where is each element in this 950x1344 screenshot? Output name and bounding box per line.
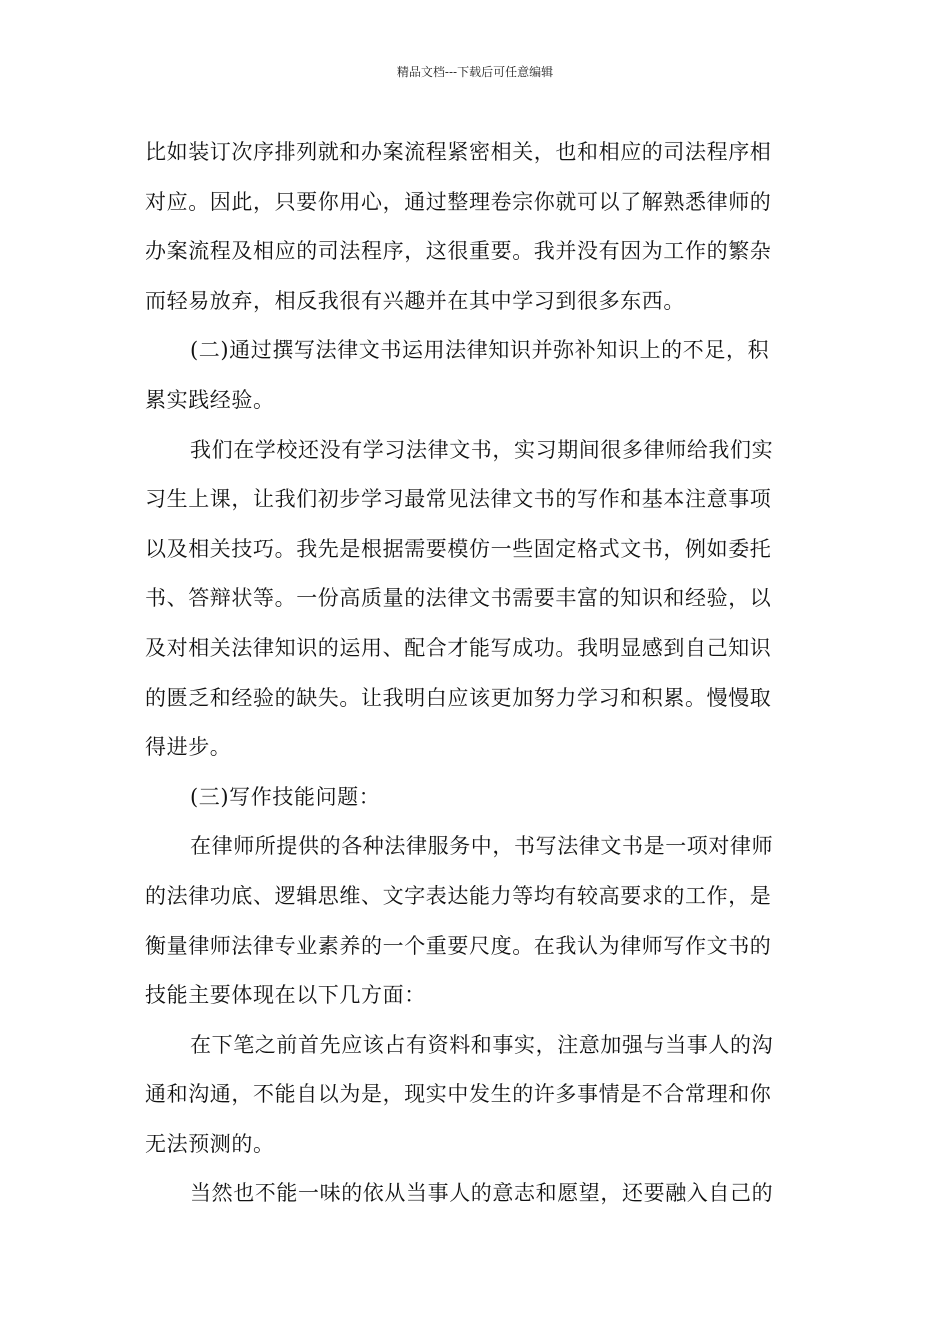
page-header: 精品文档---下载后可任意编辑 <box>396 65 554 79</box>
text-line: 得进步。 <box>145 735 232 760</box>
text-line: 书、答辩状等。一份高质量的法律文书需要丰富的知识和经验，以 <box>145 586 772 611</box>
text-line: 累实践经验。 <box>145 387 275 412</box>
text-line: 而轻易放弃，相反我很有兴趣并在其中学习到很多东西。 <box>145 288 685 313</box>
text-line: 习生上课，让我们初步学习最常见法律文书的写作和基本注意事项 <box>145 487 772 512</box>
paragraph-start: 当然也不能一味的依从当事人的意志和愿望，还要融入自己的 <box>190 1181 774 1206</box>
text-line: 衡量律师法律专业素养的一个重要尺度。在我认为律师写作文书的 <box>145 933 772 958</box>
section-heading-2: (二)通过撰写法律文书运用法律知识并弥补知识上的不足，积 <box>190 338 770 363</box>
text-line: 的法律功底、逻辑思维、文字表达能力等均有较高要求的工作，是 <box>145 883 772 908</box>
paragraph-start: 在下笔之前首先应该占有资料和事实，注意加强与当事人的沟 <box>190 1032 774 1057</box>
section-heading-3: (三)写作技能问题： <box>190 784 381 809</box>
document-body <box>145 128 810 1219</box>
text-line: 通和沟通，不能自以为是，现实中发生的许多事情是不合常理和你 <box>145 1082 772 1107</box>
text-line: 技能主要体现在以下几方面： <box>145 983 426 1008</box>
text-line: 以及相关技巧。我先是根据需要模仿一些固定格式文书，例如委托 <box>145 536 772 561</box>
paragraph-start: 在律师所提供的各种法律服务中，书写法律文书是一项对律师 <box>190 834 774 859</box>
text-line: 对应。因此，只要你用心，通过整理卷宗你就可以了解熟悉律师的 <box>145 189 772 214</box>
text-line: 比如装订次序排列就和办案流程紧密相关，也和相应的司法程序相 <box>145 140 772 164</box>
text-line: 无法预测的。 <box>145 1131 275 1156</box>
paragraph-start: 我们在学校还没有学习法律文书，实习期间很多律师给我们实 <box>190 437 774 462</box>
text-line: 的匮乏和经验的缺失。让我明白应该更加努力学习和积累。慢慢取 <box>145 685 772 710</box>
text-line: 及对相关法律知识的运用、配合才能写成功。我明显感到自己知识 <box>145 635 772 660</box>
text-line: 办案流程及相应的司法程序，这很重要。我并没有因为工作的繁杂 <box>145 239 772 264</box>
